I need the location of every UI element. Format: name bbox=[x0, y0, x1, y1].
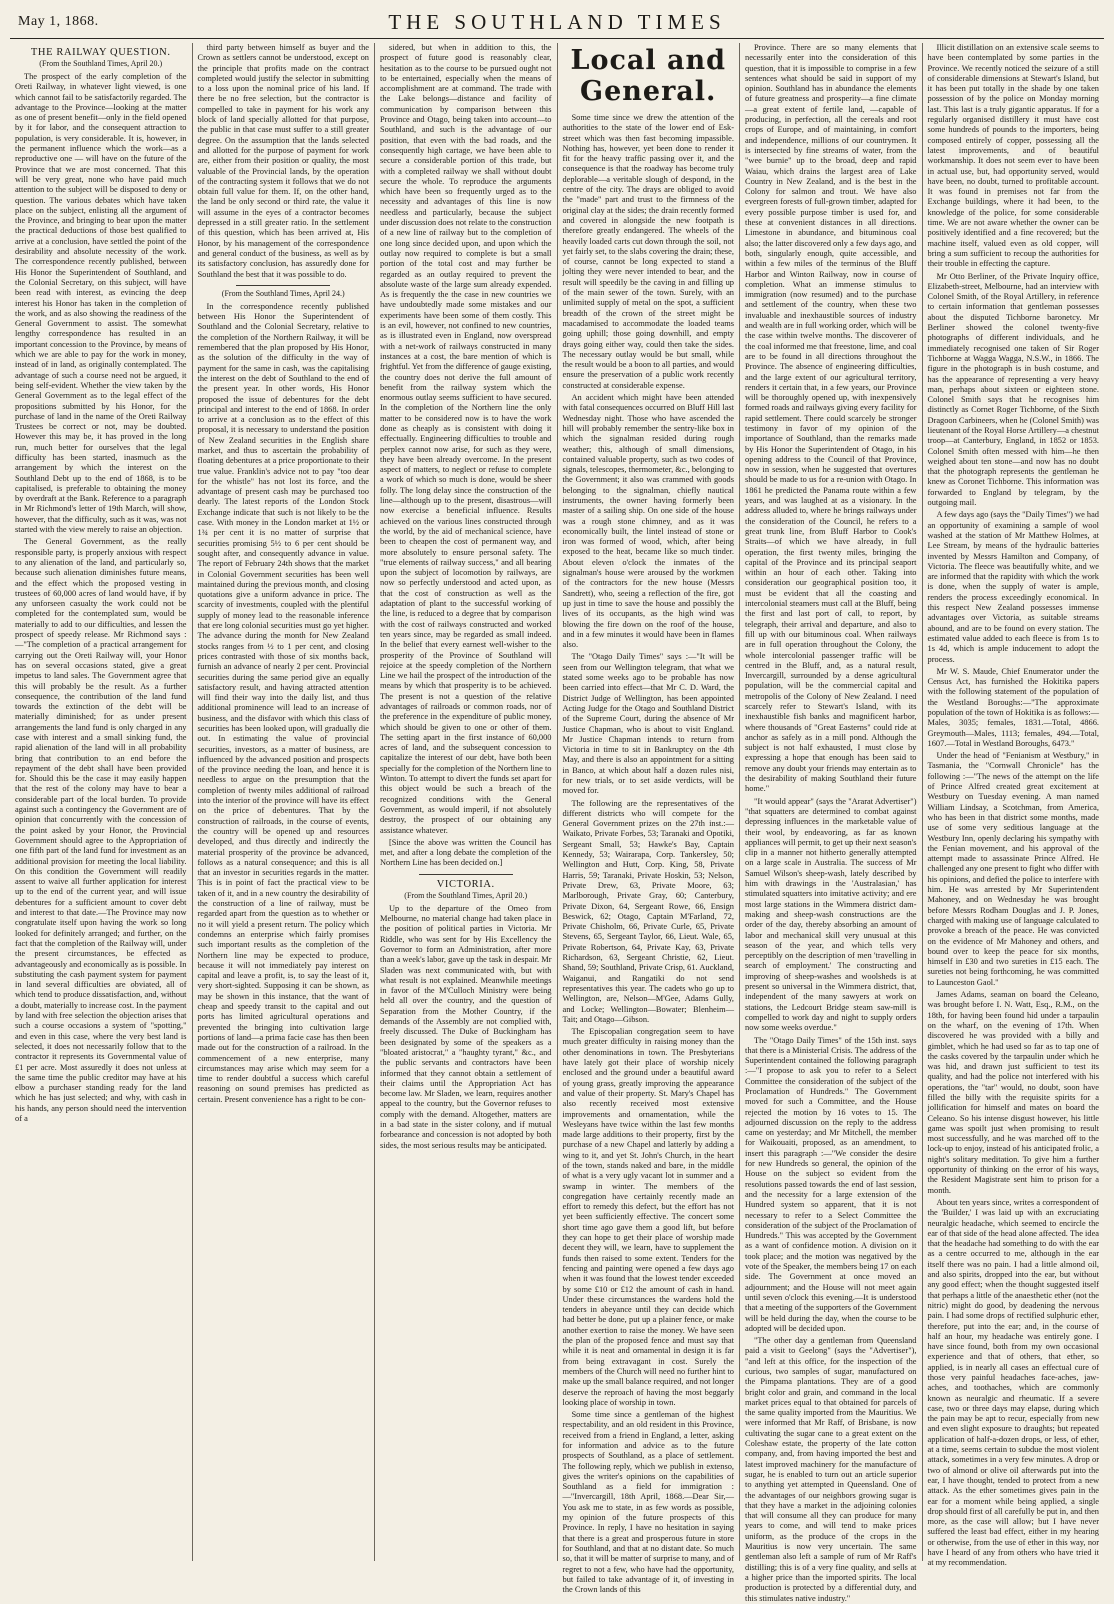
divider bbox=[419, 874, 513, 875]
paragraph: Up to the departure of the Omeo from Melbourne, no material change had taken place in the position of political parties in Victoria. Mr Riddle, who was sent for by His Excellency the Governor to form an Administration, after more than a week's labor, gave up the task in despair. Mr Sladen was next communicated with, but with what result is not explained. Meanwhile meetings in favor of the M'Culloch Ministry were being held all over the country, and the question of Separation from the Mother Country, if the demands of the Assembly are not complied with, freely discussed. The Duke of Buckingham has been designated by some of the speakers as a "bloated aristocrat," a "haughty tyrant," &c., and the public servants and contractors have been informed that they cannot obtain a settlement of their claims until the Appropriation Act has become law. Mr Sladen, we learn, requires another appeal to the country, but the Governor refuses to comply with the demand. Altogether, matters are in a bad state in the sister colony, and if mutual forbearance and concession is not adopted by both sides, the most serious results may be anticipated. bbox=[380, 903, 552, 1150]
divider bbox=[236, 285, 330, 286]
paragraph: third party between himself as buyer and the Crown as settlers cannot be understood, except on the principle that profits made on the contract completed would justify the selector in submitting to a loss upon the nominal price of his land. If there be no free selection, but the contractor is compelled to take in payment for his work any block of land specially allotted for that purpose, the public in that case must suffer to a still greater degree. On the assumption that the lands selected and allotted for the purpose of payment for work are, either from their position or quality, the most valuable of the Provincial lands, by the operation of the contracting system it follows that we do not obtain full value for them. If, on the other hand, the land be only second or third rate, the value it will assume in the eyes of a contractor becomes depressed in a still greater ratio. In the settlement of this question, which has been arrived at, His Honor, by his management of the correspondence and general conduct of the business, as well as by its satisfactory conclusion, has assuredly done for Southland the best that it was possible to do. bbox=[197, 43, 369, 279]
column-6 bbox=[923, 43, 1105, 1568]
newspaper-title: THE SOUTHLAND TIMES bbox=[388, 10, 726, 34]
paragraph: Province. There are so many elements that necessarily enter into the consideration of this question, that it is impossible to comprise in a few sentences what should be said in support of my opinion. Southland has in abundance the elements of future greatness and prosperity—a fine climate—a great extent of fertile land, —capable of producing, in perfection, all the cereals and root crops of Europe, and of maintaining, in comfort and independence, millions of our countrymen. It is intersected by fine streams of water, from the "wee burnie" up to the broad, deep and rapid Waiau, which drains the largest area of Lake Country in New Zealand, and is the best in the Colony for salmon and trout. We have also evergreen forests of full-grown timber, adapted for every possible purpose timber is used for, and these at convenient distances in all directions. Limestone in abundance, and bituminous coal also; the latter discovered only a few days ago, and both, singularly enough, quite accessible, and within a few miles of the terminus of the Bluff Harbor and Winton Railway, now in course of completion. What an immense stimulus to immigration (now resumed) and to the purchase and settlement of the country, when these two invaluable and inexhaustible sources of industry and wealth are in full working order, which will be the case within twelve months. The discoverer of the coal informed me that freestone, lime, and coal are to be found in all directions throughout the Province. The absence of engineering difficulties, and the large extent of our agricultural territory, renders it certain that, in a few years, our Province will be thoroughly opened up, with inexpensively formed roads and railways giving every facility for rapid settlement. There could scarcely be stronger testimony in favor of my opinion of the importance of Southland, than the remarks made by His Honor the Superintendent of Otago, in his opening address to the Council of that Province, now in session, when he suggested that overtures should be made to us for a re-union with Otago. In 1861 he predicted the Panama route within a few years, and was laughed at as a visionary. In the address alluded to, where he brings railways under the consideration of the Council, he refers to a great trunk line, from Bluff Harbor to Cook's Straits—of which we have already, in full operation, the first twenty miles, bringing the capital of the Province and its principal seaport within an hour of each other. Taking into consideration our geographical position too, it must be evident that all the coasting and intercolonial steamers must call at the Bluff, being the first and last port of call, to report, by telegraph, their arrival and departure, and also to fill up with our bituminous coal. When railways are in full operation throughout the Colony, the whole intercolonial passenger traffic will be centred in the Bluff, and, as a natural result, Invercargill, surrounded by a dense agricultural population, will be the commercial capital and metropolis of the Colony of New Zealand. I need scarcely refer to Stewart's Island, with its inexhaustible fish banks and magnificent harbor, where thousands of "Great Easterns" could ride at anchor as safely as in a mill pond. Although the subject is not half exhausted, I must close by expressing a hope that enough has been said to remove any doubt your friends may entertain as to the desirability of making Southland their future home." bbox=[745, 43, 917, 794]
paragraph: Illicit distillation on an extensive scale seems to have been contemplated by some parties in the Province. We recently noticed the seizure of a still of considerable dimensions at Stewart's Island, but it has been put totally in the shade by one taken possession of by the police on Monday morning last. This last is a truly gigantic apparatus. If for a regularly organised distillery it must have cost some hundreds of pounds to the importers, being composed entirely of copper, possessing all the latest improvements, and of beautiful workmanship. It does not seem ever to have been in actual use, but, had opportunity served, would have been, no doubt, turned to profitable account. It was found in premises not far from the Exchange buildings, where it had been, to the knowledge of the police, for some considerable time. We are not aware whether the owner can be positively identified and a fine recovered; but the machine itself, valued even as old copper, will bring a sum sufficient to recoup the authorities for their trouble in effecting the capture. bbox=[927, 43, 1099, 269]
column-4 bbox=[558, 43, 741, 1595]
article-heading-railway: THE RAILWAY QUESTION. bbox=[30, 47, 171, 58]
column-2 bbox=[193, 43, 376, 1561]
paragraph: Under the head of "Fenianism at Westbury," in Tasmania, the "Cornwall Chronicle" has the following :—"The news of the attempt on the life of Prince Alfred created great excitement at Westbury on Tuesday evening. A man named William Lindsay, a Scotchman, from America, who has been in that district some months, made use of some very seditious language at the Westbury Inn, openly declaring his sympathy with the Fenian movement, and his approval of the attempt made to assassinate Prince Alfred. He challenged any one present to fight who differ with his opinions, and defied the police to interfere with him. He was arrested by Mr Superintendent Mahoney, and on Wednesday he was brought before Messrs Rodham Douglas and J. P. Jones, charged with making use of language calculated to provoke a breach of the peace. He was convicted on the evidence of Mr Mahoney and others, and bound over to keep the peace for six months, himself in £30 and two sureties in £15 each. The sureties not being forthcoming, he was committed to Launceston Gaol." bbox=[927, 751, 1099, 987]
paragraph: [Since the above was written the Council has met, and after a long debate the completion of the Northern Line has been decided on.] bbox=[380, 837, 552, 868]
paragraph: The following are the representatives of the different districts who will compete for the General Government prizes on the 27th inst.:—Waikato, Private Forbes, 53; Taranaki and Opotiki, Sergeant Small, 53; Hawke's Bay, Captain Kennedy, 53; Wairarapa, Corp. Tankersley, 50; Wellington and Hutt, Corp. King, 58, Private Harris, 59; Taranaki, Private Hoskin, 53; Nelson, Private Drew, 63, Private Moore, 63; Marlborough, Private Gray, 60; Canterbury, Private Dixon, 64, Sergeant Rowe, 66, Ensign Beswick, 62; Otago, Captain M'Farland, 72, Private Chisholm, 66, Private Curle, 65, Private Stevens, 65, Sergeant Taylor, 66, Lieut. Wale, 65, Private Robertson, 64, Private Kay, 63, Private Richardson, 63, Sergeant Christie, 62, Lieut. Shand, 59; Southland, Private Crisp, 61. Auckland, Waiganui, and Rangatiki do not send representatives this year. The cadets who go up to Wellington, are, Nelson—M'Gee, Adams Gully, and Locke; Wellington—Bowater; Blenheim—Tait; and Otago—Gibson. bbox=[562, 798, 734, 1024]
section-title-local-general: Local and General. bbox=[570, 45, 727, 107]
paragraph: The prospect of the early completion of the Oreti Railway, in whatever light viewed, is one which cannot fail to be satisfactorily regarded. The advantage to the Province—looking at the matter as one of present benefit—only in the field opened by it for labor, and the consequent attraction to population, is very considerable. It is, however, in the permanent influence which the work—as a reproductive one — will have on the future of the Province that we are most concerned. That this will be very great, none who have paid much attention to the subject will be disposed to deny or question. The various debates which have taken place on the subject, enlisting all the argument of the Province, and bringing to bear upon the matter the practical deductions of those best qualified to arrive at a conclusion, have settled the point of the desirability and absolute necessity of the work. The correspondence recently published, between His Honor the Superintendent of Southland, and the Colonial Secretary, on this subject, will have been read with interest, as evincing the deep interest his Honor has taken in the completion of the work, and as also showing the readiness of the General Government to assist. The somewhat lengthy correspondence has resulted in an important concession to the Province, by means of which we are able to pay for the work in money, instead of in land, as originally contemplated. The advantage of such a course need not be argued, it being self-evident. Whether the view taken by the General Government as to the legal effect of the propositions submitted by his Honor, for the purchase of land in the name of the Oreti Railway Trustees be correct or not, may be doubted. However this may be, it has proved in the long run, much better for ourselves that the legal difficulty has been started, inasmuch as the arrangement by which the interest on the Southland Debt up to the end of 1868, is to be capitalised, is preferable to obtaining the money by overdraft at the Bank. Reference to a paragraph in Mr Richmond's letter of 19th March, will show, however, that the difficulty, such as it was, was not started with the view merely to raise an objection. bbox=[15, 72, 187, 535]
paragraph: The General Government, as the really responsible party, is properly anxious with respect to any alienation of the land, and particularly so, because such alienation diminishes future means, and the effect which the proposed vesting in trustees of 60,000 acres of land would have, if by any unforseen casualty the work could not be completed for the contemplated sum, would be materially to add to our difficulties, and lessen the prospect of speedy release. Mr Richmond says :—"The completion of a practical arrangement for carrying out the Oreti Railway will, your Honor has on several occasions stated, give a great impetus to land sales. The Government agree that this will probably be the result. As a further consequence, the contribution of the land fund towards the extinction of the debt will be materially diminished; for as under present arrangements the land fund is only charged in any case with interest and a small sinking fund, the rapid alienation of the land will in all probability bring that contribution to an end before the repayment of the debt shall have been provided for. Should this be the case it may easily happen that the rest of the colony may have to bear a considerable part of the local burden. To provide against such a contingency the Government are of opinion that concurrently with the concession of the point asked by your Honor, the Provincial Government should agree to the Appropriation of one fifth part of the land fund for investment as an additional provision for meeting the local liability. On this condition the Government will readily assent to waive all further application for interest up to the end of the current year, and will issue debentures for a sufficient amount to cover debt and interest to that date.—The Province may now congratulate itself upon having the work so long looked for definitely arranged; and further, on the fact that the completion of the Railway will, under the present circumstances, be effected as advantageously and economically as is possible. In substituting the cash payment system for payment in land several difficulties are obviated, all of which tend to produce dissatisfaction, and, without a doubt, materially to increase cost. In the payment by land with free selection the objection arises that such a course occasions a system of "spotting," and even in this case, where the very best land is selected, it does not necessarily follow that to the contractor it represents its Governmental value of £1 per acre. Most assuredly it does not unless at the same time the public creditor may have at his elbow a purchaser standing ready for the land which he has just selected; and why, with cash in his hands, any person should need the intervention of a bbox=[15, 537, 187, 1123]
paragraph: Mr W. S. Maude, Chief Enumerator under the Census Act, has furnished the Hokitika papers with the following statement of the population of the Westland Boroughs:—"The approximate population of the town of Hokitika is as follows:—Males, 3035; females, 1831.—Total, 4866. Greymouth—Males, 1113; females, 494.—Total, 1607.—Total in Westland Boroughs, 6473." bbox=[927, 666, 1099, 748]
paragraph: An accident which might have been attended with fatal consequences occurred on Bluff Hill last Wednesday night. Those who have ascended the hill will probably remember the sentry-like box in which the signalman resided during rough weather; this, although of small dimensions, contained valuable property, such as two codes of signals, telescopes, thermometer, &c., belonging to the Government; it also was crammed with goods belonging to the signalman, chiefly nautical instruments, the owner having formerly been master of a sailing ship. On one side of the house was a rough stone chimney, and as it was economically built, the lintel instead of stone or iron was formed of wood, which, after being exposed to the heat, became like so much tinder. About eleven o'clock the inmates of the signalman's house were aroused by the workmen of the contractors for the new house (Messrs Sandrett), who, seeing a reflection of the fire, got up just in time to save the house and possibly the lives of its occupants, as the high wind was blowing the fire down on the roof of the house, and in a few minutes it would have been in flames also. bbox=[562, 393, 734, 650]
paragraph: The Episcopalian congregation seem to have much greater difficulty in raising money than the other denominations in town. The Presbyterians have lately got their place of worship nicely enclosed and the ground under a beautiful award of young grass, greatly improving the appearance and value of their property. St. Mary's Chapel has also recently received most extensive improvements and ornamentation, while the Wesleyans have twice within the last few months made large additions to their property, first by the purchase of a new Chapel and latterly by adding a wing to it, and yet St. John's Church, in the heart of the town, stands naked and bare, in the middle of what is a very ugly vacant lot in summer and a swamp in winter. The members of the congregation have certainly recently made an effort to remedy this defect, but the effort has not yet been sufficiently effective. The concert some short time ago gave them a good lift, but before they can hope to get their place of worship made decent they will, we learn, have to supplement the funds then raised to some extent. Tenders for the fencing and painting were opened a few days ago when it was found that the lowest tender exceeded by some £10 or £12 the amount of cash in hand. Under these circumstances the wardens hold the tenders in abeyance until they can decide which had better be done, put up a plainer fence, or make another exertion to raise the money. We have seen the plan of the proposed fence and must say that while it is neat and ornamental in design it is far from being extravagant in cost. Surely the members of the Church will need no further hint to make up the small balance required, and not longer deserve the reproach of having the most beggarly looking place of worship in town. bbox=[562, 1027, 734, 1407]
article-heading-victoria: VICTORIA. bbox=[436, 878, 495, 890]
columns bbox=[10, 43, 1104, 1603]
issue-date: May 1, 1868. bbox=[18, 14, 99, 29]
article-source: (From the Southland Times, April 24.) bbox=[221, 288, 345, 298]
paragraph: Some time since a gentleman of the highest respectability, and an old resident in this Province, received from a friend in England, a letter, asking for information and advice as to the future prospects of Southland, as a place of settlement. The following reply, which we publish in extenso, gives the writer's opinions on the capabilities of Southland as a field for immigration :—"Invercargill, 18th April, 1868.—Dear Sir,—You ask me to state, in as few words as possible, my opinion of the future prospects of this Province. In reply, I have no hesitation in saying that there is a great and prosperous future in store for Southland, and that at no distant date. So much so, that it will be matter of surprise to many, and of regret to not a few, who have had the opportunity, but failed to take advantage of it, of investing in the Crown lands of this bbox=[562, 1410, 734, 1595]
paragraph: "The other day a gentleman from Queensland paid a visit to Geelong" (says the "Advertiser"), "and left at this office, for the inspection of the curious, two samples of sugar, manufactured on the Pimpama plantations. They are of a good bright color and grain, and command in the local market prices equal to that obtained for parcels of the same quality imported from the Mauritius. We were informed that Mr Raff, of Brisbane, is now cultivating the sugar cane to a great extent on the Coleshaw estate, the property of the late cotton company, and, from having imported the best and latest improved machinery for the manufacture of sugar, he is enabled to turn out an article superior to anything yet attempted in Queensland. One of the advantages of our neighbors growing sugar is that they have a market in the adjoining colonies that will consume all they can produce for many years to come, and will tend to make prices uniform, as the produce of the crops in the Mauritius is now very uncertain. The same gentleman also left a sample of rum of Mr Raff's distilling; this is of a very fine quality, and sells at a higher price than the imported spirits. The local production is protected by a differential duty, and this stimulates native industry." bbox=[745, 1336, 917, 1603]
masthead bbox=[10, 8, 1104, 39]
paragraph: sidered, but when in addition to this, the prospect of future good is reasonably clear, hesitation as to the course to be pursued ought not to be entertained, especially when the means of accomplishment are at command. The trade with the Lake belongs—distance and facility of communication by comparison between this Province and Otago, being taken into account—to Southland, and such is the advantage of our position, that even with the bad roads, and the consequently high cartage, we have been able to secure a considerable portion of this trade, but with a completed railway we shall without doubt secure the whole. To reproduce the arguments which have been so frequently urged as to the necessity and advantages of this line is now needless and particularly, because the subject under discussion does not relate to the construction of a new line of railway but to the completion of one long since decided upon, and upon which the outlay now required to complete is but a small portion of the total cost and may further be regarded as an outlay required to prevent the absolute waste of the large sum already expended. As is frequently the the case in new countries we have undoubtedly made some mistakes and our experiments have been some of them costly. This is an evil, however, not confined to new countries, as is illustrated even in England, now overspread with a net-work of railways constructed in many instances at a cost, the bare mention of which is frightful. Yet from the difference of gauge existing, the country does not derive the full amount of benefit from the railway system which the enormous outlay seems sufficient to have secured. In the completion of the Northern line the only matter to be considered now is to have the work done as cheaply as is consistent with doing it effectually. Engineering difficulties to trouble and perplex cannot now arise, for such as they were, they have been already overcome. In the present aspect of matters, to neglect or refuse to complete a work of which so much is done, would be sheer folly. The long delay since the construction of the line—although up to the present, disastrous—will now exercise a beneficial influence. Results achieved on the various lines constructed through the world, by the aid of mechanical science, have been to cheapen the cost of permanent way, and more absolutely to ensure personal safety. The "true elements of railway success," and all bearing upon the subject of locomotion by railways, are now so perfectly understood and acted upon, as that the cost of construction as well as the adaptation of plant to the successful working of the line, is reduced to a degree that by comparison with the cost of railways constructed and worked ten years since, may be regarded as small indeed. In the belief that every earnest well-wisher to the prosperity of the Province of Southland will rejoice at the speedy completion of the Northern Line we hail the prospect of the introduction of the means by which that prosperity is to be achieved. The present is not a question of the relative advantages of railroads or common roads, nor of the preference in the expenditure of public money, which should be given to one or other of them. The setting apart in the first instance of 60,000 acres of land, and the subsequent concession to capitalize the interest of our debt, have both been specially for the completion of the Northern line to Winton. To attempt to divert the funds set apart for this object would be such a breach of the recognized conditions with the General Government, as would imperil, if not absolutely destroy, the prospect of our obtaining any assistance whatever. bbox=[380, 43, 552, 835]
column-5 bbox=[740, 43, 923, 1603]
paragraph: James Adams, seaman on board the Celeano, was brought before I. N. Watt, Esq., R.M., on the 18th, for having been found hid under a tarpaulin on the wharf, on the evening of 17th. When discovered he was provided with a billy and gimblet, which he had used so far as to tap one of the casks covered by the tarpaulin under which he was hid, and drawn just sufficient to test its quality, and had the police not interfered with his operations, the "tar" would, no doubt, soon have filled the billy with the requisite spirits for a jollification for himself and mates on board the Celeano. So his intense disgust however, his little game was spoilt just when promising to result most successfully, and he was marched off to the lock-up to enjoy, instead of his anticipated frolic, a night's solitary meditation. To give him a further opportunity of thinking on the error of his ways, the Resident Magistrate sent him to prison for a month. bbox=[927, 990, 1099, 1195]
column-3 bbox=[375, 43, 558, 1561]
paragraph: "It would appear" (says the "Ararat Advertiser") "that squatters are determined to combat against depressing influences in the marketable value of their wool, by endeavoring, as far as known appliances will permit, to get up their next season's clip in a manner not hitherto generally attempted on a large scale in Australia. The success of Mr Samuel Wilson's sheep-wash, lately described by him with drawings in the 'Australasian,' has stimulated squatters into imitative activity; and ere most large stations in the Wimmera district dam-making and sheep-wash constructions are the order of the day, thereby absorbing an amount of labor and mechanical skill very unusual at this season of the year, and which tells very perceptibly on the description of men 'travelling in search of employment.' The constructing and improving of sheep-washes and woolsheds is at present so universal in the Wimmera district, that, independent of the many sawyers at work on stations, the Ledcourt Bridge steam saw-mill is compelled to work day and night to supply orders now some weeks overdue." bbox=[745, 796, 917, 1033]
paragraph: A few days ago (says the "Daily Times") we had an opportunity of examining a sample of wool washed at the station of Mr Matthew Holmes, at Lee Stream, by means of the hydraulic batteries invented by Messrs Hamilton and Company, of Victoria. The fleece was beautifully white, and we are informed that the rapidity with which the work is done, when the supply of water is ample, renders the process exceedingly economical. In this respect New Zealand possesses immense advantages over Victoria, as suitable streams abound, and are to be found on every station. The estimated value added to each fleece is from 1s to 1s 4d, which is ample inducement to adopt the process. bbox=[927, 510, 1099, 664]
paragraph: The "Otago Daily Times" of the 15th inst. says that there is a Ministerial Crisis. The address of the Superintendent contained the following paragraph :—"I propose to ask you to refer to a Select Committee the consideration of the subject of the Proclamation of Hundreds." The Government moved for such a Committee, and the House rejected the motion by 16 votes to 15. The adjourned discussion on the reply to the address came on yesterday; and Mr Mitchell, the member for Waikouaiti, proposed, as an amendment, to insert this paragraph :—"We consider the desire for new Hundreds so general, the opinion of the House on the subject so evident from the resolutions passed towards the end of last session, and the necessity for a large extension of the Hundred system so apparent, that it is not necessary to refer to a Select Committee the consideration of the subject of the Proclamation of Hundreds." This was accepted by the Government as a want of confidence motion. A division on it took place; and the motion was negatived by the vote of the Speaker, the members being 17 on each side. The Government at once moved an adjournment; and the House will not meet again until seven o'clock this evening.—It is understood that a meeting of the supporters of the Government will be held during the day, when the course to be adopted will be decided upon. bbox=[745, 1035, 917, 1333]
paragraph: About ten years since, writes a correspondent of the 'Builder,' I was laid up with an excruciating neuralgic headache, which seemed to encircle the ear of that side of the head alone affected. The idea that the headache had something to do with the ear as a centre occurred to me, although in the ear itself there was no pain. I had a little almond oil, and also spirits, dropped into the ear, but without any good effect; when the thought suggested itself that perhaps a little of the anaesthetic ether (not the nitric) might do good, by deadening the nervous pain. I had some drops of rectified sulphuric ether, therefore, put into the ear; and, in the course of half an hour, my headache was entirely gone. I have since found, both from my own occasional experience and that of others, that ether, so applied, is in nearly all cases an effectual cure of those very painful headaches face-aches, jaw-aches, and toothaches, which are commonly known as neuralgic and rheumatic. If a severe case, two or three days may elapse, during which the pain may be apt to recur, especially from new and even slight exposure to draughts; but repeated application of half-a-dozen drops, or less, of ether, at a time, seems certain to subdue the most violent attack, sometimes in a very few minutes. A drop or two of almond or olive oil afterwards put into the ear, I have thought, tended to protect from a new attack. As the ether sometimes gives pain in the ear for a moment while being applied, a single drop should first of all carefully be put in, and then more, as the case will allow; but I have never suffered the least bad effect, either in my hearing or otherwise, from the use of ether in this way, nor have I heard of any from others who have tried it at my recommendation. bbox=[927, 1197, 1099, 1568]
paragraph: Mr Otto Berliner, of the Private Inquiry office, Elizabeth-street, Melbourne, had an interview with Colonel Smith, of the Royal Artillery, in reference to certain information that gentleman possesses about the disputed Tichborne baronetcy. Mr Berliner showed the colonel twenty-five photographs of different individuals, and he immediately recognised one taken of Sir Roger Tichborne at Wagga Wagga, N.S.W., in 1866. The figure in the photograph is in bush costume, and has the appearance of representing a very heavy man, perhaps about sixteen or eighteen stone. Colonel Smith says that he recognises him distinctly as Cornet Roger Tichborne, of the Sixth Dragoon Carbineers, when he (Colonel Smith) was lieutenant of the Royal Horse Artillery—a chestnut troop—at Canterbury, England, in 1852 or 1853. Colonel Smith often messed with him—he then weighed about ten stone—and now has no doubt that the photograph represents the gentleman he knew as Coronet Tichborne. This information was forwarded to England by telegram, by the outgoing mail. bbox=[927, 271, 1099, 508]
paragraph: The "Otago Daily Times" says :—"It will be seen from our Wellington telegram, that what we stated some weeks ago to be probable has now been carried into effect—that Mr C. D. Ward, the District Judge of Wellington, has been appointed Acting Judge for the Otago and Southland District of the Supreme Court, during the absence of Mr Justice Chapman, who is about to visit England. Mr Justice Chapman intends to return from Victoria in time to sit in Bankruptcy on the 4th May, and there is also an appointment for a sitting in Banco, at which about half a dozen rules nisi, for new trials, or to set aside verdicts, will be moved for. bbox=[562, 652, 734, 796]
paragraph: Some time since we drew the attention of the authorities to the state of the lower end of Esk-street which was then fast becoming impassible. Nothing has, however, yet been done to render it fit for the heavy traffic passing over it, and the consequence is that the roadway has become truly deplorable—a veritable slough of despond, in the centre of the city. The drays are obliged to avoid the "made" part and trust to the firmness of the original clay at the sides; the drain recently formed and covered in alongside the new footpath is therefore greatly endangered. The wheels of the heavily loaded carts cut down through the soil, not yet fairly set, to the slabs covering the drain; these, of course, cannot be long expected to stand a jolting they were never intended to bear, and the result will speedily be the caving in and filling up of the main sewer of the town. Surely, with an unlimited supply of metal on the spot, a sufficient breadth of the crown of the street might be macadamised to accommodate the loaded teams going uphill; those going downhill, and empty drays going either way, could then take the sides. The necessary outlay would be but small, while the result would be a boon to all parties, and would ensure the preservation of a public work recently constructed at considerable expense. bbox=[562, 113, 734, 390]
paragraph: In the correspondence recently published between His Honor the Superintendent of Southland and the Colonial Secretary, relative to the completion of the Northern Railway, it will be remembered that the plan proposed by His Honor, as the solution of the difficulty in the way of payment for the same in cash, was the capitalising the interest on the debt of Southland to the end of the present year. In other words, His Honor proposed the issue of debentures for the debt principal and interest to the end of 1868. In order to arrive at a conclusion as to the effect of this proposal, it is necessary to understand the position of New Zealand securities in the English share market, and thus to ascertain the probability of floating debentures at a price proportionate to their true value. Franklin's advice not to pay "too dear for the whistle" has not lost its force, and the advantage of present cash may be purchased too dearly. The latest reports of the London Stock Exchange indicate that such is not likely to be the case. With money in the London market at 1½ or 1¾ per cent it is no matter of surprise that securities promising 5½ to 6 per cent should be sought after, and consequently advance in value. The report of February 24th shows that the market in Colonial Government securities has been well maintained during the previous month, and closing quotations give a uniform advance in price. The scarcity of investments, coupled with the plentiful supply of money lead to the reasonable inference that ere long colonial securities must go yet higher. The advance during the month for New Zealand stocks ranges from ½ to 1 per cent, and closing prices contrasted with those of six months back, furnish an advance of nearly 2 per cent. Provincial securities during the same period give an equally satisfactory result, and having attracted attention will find their way into the daily list, and thus additional prominence will lead to an increase of business, and the disfavor with which this class of securities has been looked upon, will gradually die out. In estimating the value of provincial securities, investors, as a matter of business, are influenced by the advanced position and prospects of the province needing the loan, and hence it is needless to argue on the presumption that the completion of twenty miles additional of railroad into the interior of the province will have its effect on the price of debentures. That by the construction of railroads, in the course of events, the country will be opened up and resources developed, and thus directly and indirectly the material prosperity of the province be advanced, follows as a natural consequence; and this is all that an investor in securities regards in the matter. This is in point of fact the practical view to be taken of it, and in a new country the desirability of the construction of a line of railway, must be regarded apart from the question as to whether or no it will yield a present return. The policy which condemns an enterprise which fairly promises such important results as the completion of the Northern line may be expected to produce, because it will not immediately pay interest on capital and leave a profit, is, to say the least of it, very short-sighted. Supposing it can be shown, as may be shown in this instance, that the want of cheap and speedy transit to the capital and out ports has limited agricultural operations and prevented the bringing into cultivation large portions of land—a prima facie case has then been made out for the construction of a railroad. In the commencement of a new enterprise, many circumstances may arise which may seem for a time to render doubtful a success which careful reasoning on sound premises has predicted as certain. Present convenience has a right to be con- bbox=[197, 301, 369, 1104]
article-source: (From the Southland Times, April 20.) bbox=[39, 59, 163, 68]
column-1 bbox=[10, 43, 193, 1561]
article-source: (From the Southland Times, April 20.) bbox=[404, 890, 528, 900]
